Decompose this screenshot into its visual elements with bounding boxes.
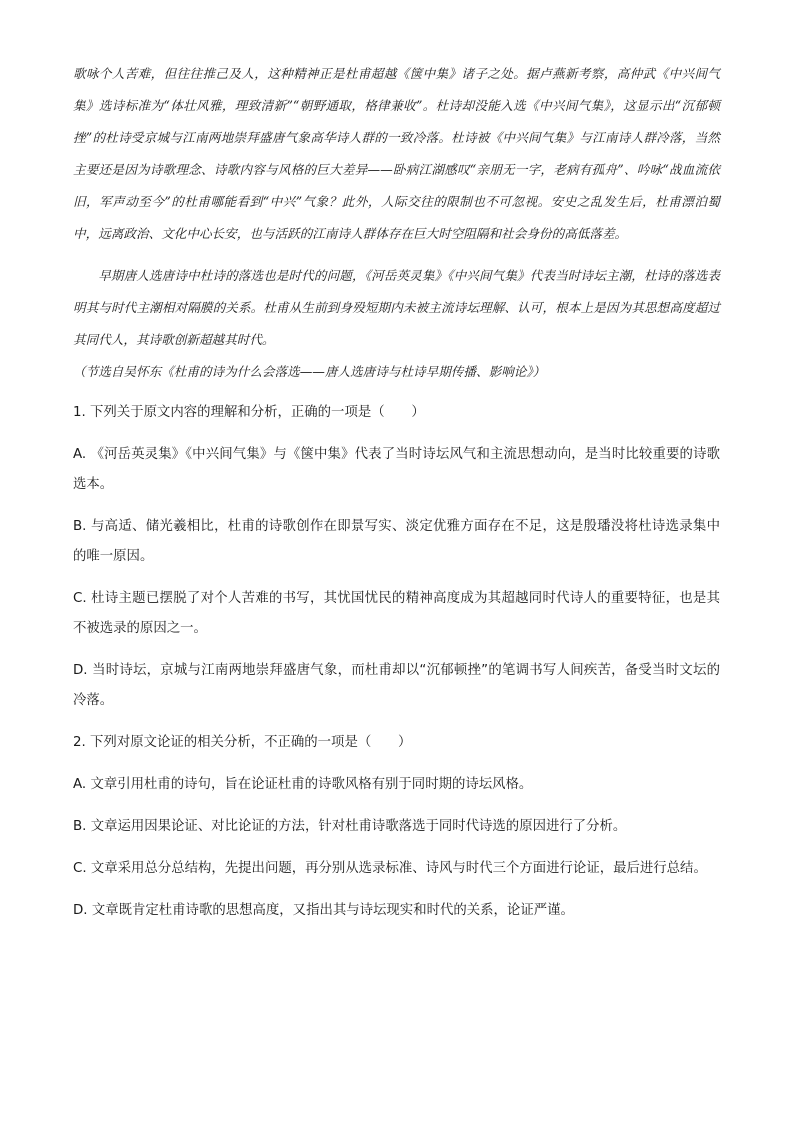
option-a: A. 文章引用杜甫的诗句，旨在论证杜甫的诗歌风格有别于同时期的诗坛风格。 <box>73 777 533 792</box>
question-1 <box>73 398 720 716</box>
option-b: B. 与高适、储光羲相比，杜甫的诗歌创作在即景写实、淡定优雅方面存在不足，这是殷璠没将杜诗选录集中的唯一原因。 <box>73 519 720 564</box>
option-c: C. 杜诗主题已摆脱了对个人苦难的书写，其忧国忧民的精神高度成为其超越同时代诗人的重要特征，也是其不被选录的原因之一。 <box>73 591 720 636</box>
reading-passage <box>73 58 720 388</box>
question-2 <box>73 728 720 926</box>
question-stem: 2. 下列对原文论证的相关分析，不正确的一项是（ ） <box>73 735 412 750</box>
passage-source: （节选自吴怀东《杜甫的诗为什么会落选——唐人选唐诗与杜诗早期传播、影响论》） <box>73 364 546 379</box>
option-d: D. 文章既肯定杜甫诗歌的思想高度，又指出其与诗坛现实和时代的关系，论证严谨。 <box>73 903 574 918</box>
option-a: A. 《河岳英灵集》《中兴间气集》与《箧中集》代表了当时诗坛风气和主流思想动向，是当时比较重要的诗歌选本。 <box>73 447 720 492</box>
option-d: D. 当时诗坛，京城与江南两地崇拜盛唐气象，而杜甫却以“沉郁顿挫”的笔调书写人间疾苦，备受当时文坛的冷落。 <box>73 663 720 708</box>
passage-paragraph-1: 歌咏个人苦难，但往往推己及人，这种精神正是杜甫超越《箧中集》诸子之处。据卢燕新考察，高仲武《中兴间气集》选诗标准为“体壮风雅，理致清新”“朝野通取，格律兼收”。杜诗却没能入选《中兴间气集》，这显示出“沉郁顿挫”的杜诗受京城与江南两地崇拜盛唐气象高华诗人群的一致冷落。杜诗被《中兴间气集》与江南诗人群冷落，当然主要还是因为诗歌理念、诗歌内容与风格的巨大差异——卧病江湖感叹“亲朋无一字，老病有孤舟”、吟咏“战血流依旧，军声动至今”的杜甫哪能看到“中兴”气象？此外，人际交往的限制也不可忽视。安史之乱发生后，杜甫漂泊蜀中，远离政治、文化中心长安，也与活跃的江南诗人群体存在巨大时空阻隔和社会身份的高低落差。 <box>73 66 720 241</box>
passage-paragraph-2: 早期唐人选唐诗中杜诗的落选也是时代的问题，《河岳英灵集》《中兴间气集》代表当时诗坛主潮，杜诗的落选表明其与时代主潮相对隔膜的关系。杜甫从生前到身殁短期内未被主流诗坛理解、认可，根本上是因为其思想高度超过其同代人，其诗歌创新超越其时代。 <box>73 268 720 347</box>
question-stem: 1. 下列关于原文内容的理解和分析，正确的一项是（ ） <box>73 405 425 420</box>
question-list <box>73 398 720 926</box>
option-c: C. 文章采用总分总结构，先提出问题，再分别从选录标准、诗风与时代三个方面进行论证，最后进行总结。 <box>73 861 707 876</box>
option-b: B. 文章运用因果论证、对比论证的方法，针对杜甫诗歌落选于同时代诗选的原因进行了分析。 <box>73 819 627 834</box>
